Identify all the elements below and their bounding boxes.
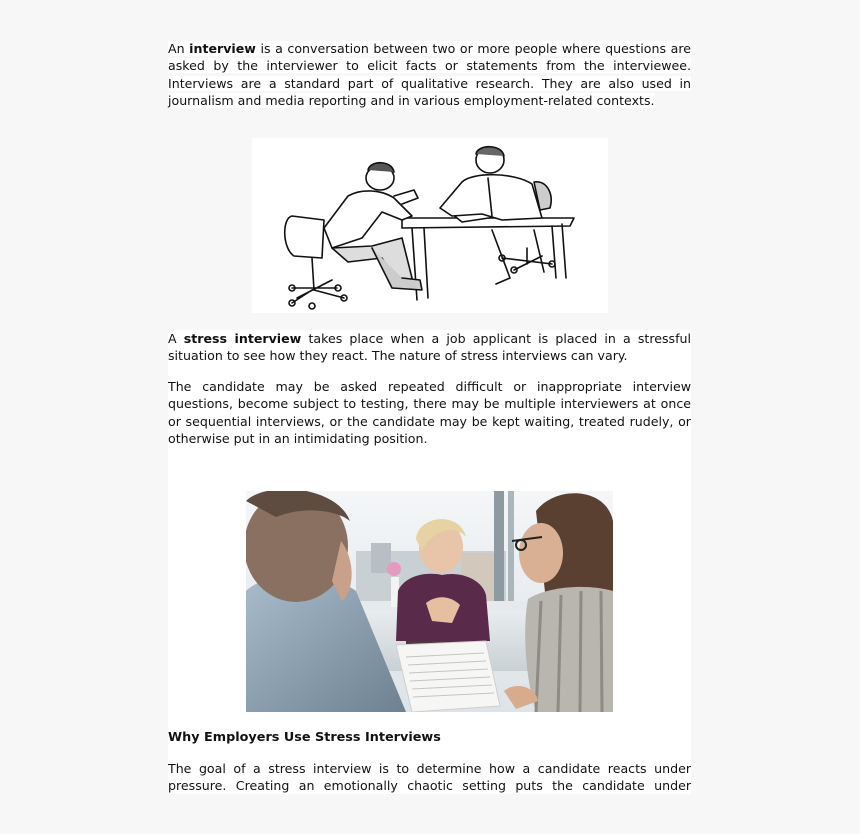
- goal-paragraph: The goal of a stress interview is to determine how a candidate reacts under pressure. Creating an emotionally chaotic setting puts the candidate under: [168, 761, 691, 794]
- interview-photo-icon: [246, 491, 613, 712]
- stress-body: takes place when a job applicant is placed in a stressful situation to see how they react. The nature of stress interviews can vary.: [168, 331, 692, 364]
- intro-body: is a conversation between two or more people where questions are asked by the interviewer to elicit facts or statements from the interviewee. Interviews are a standard part of qualitative research. They are also used in journalism and media reporting and in various employment-related contexts.: [168, 41, 691, 109]
- intro-paragraph: [168, 40, 691, 110]
- stress-interview-term: stress interview: [183, 331, 302, 346]
- intro-prefix: An: [168, 41, 190, 56]
- interview-term: interview: [189, 41, 256, 56]
- stress-interview-paragraph: [168, 330, 691, 365]
- interview-photo: [246, 491, 613, 712]
- sketch-illustration-icon: [252, 138, 608, 313]
- interview-sketch-image: [252, 138, 608, 313]
- stress-details-paragraph: The candidate may be asked repeated difficult or inappropriate interview questions, become subject to testing, there may be multiple interviewers at once or sequential interviews, or the candidate may be kept waiting, treated rudely, or otherwise put in an intimidating position.: [168, 379, 691, 447]
- section-heading: Why Employers Use Stress Interviews: [168, 730, 441, 745]
- stress-prefix: A: [168, 331, 184, 346]
